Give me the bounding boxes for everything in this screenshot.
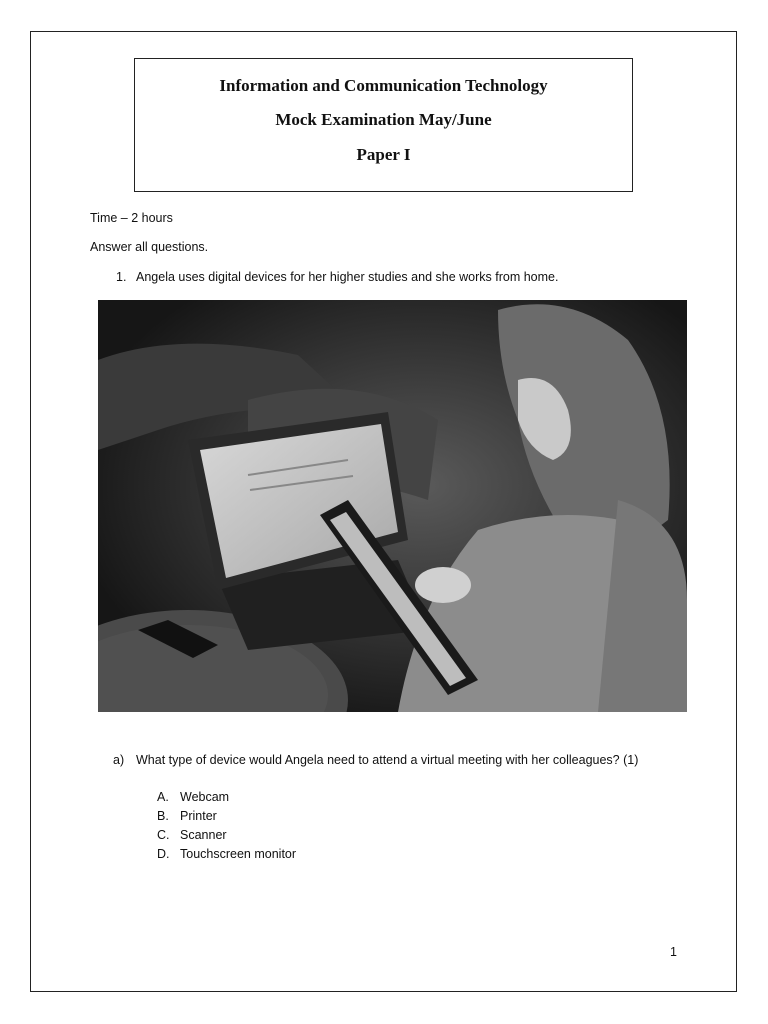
- exam-title-box: [134, 58, 633, 192]
- option-letter: B.: [157, 809, 169, 823]
- exam-duration: Time – 2 hours: [90, 211, 173, 225]
- option-text: Scanner: [180, 828, 227, 842]
- question-number: 1.: [116, 270, 127, 284]
- option-text: Touchscreen monitor: [180, 847, 297, 861]
- option-letter: D.: [157, 847, 170, 861]
- option-c[interactable]: [157, 828, 227, 842]
- option-text: Printer: [180, 809, 217, 823]
- question-photo: [98, 300, 687, 712]
- part-label: a): [113, 753, 125, 767]
- option-letter: C.: [157, 828, 170, 842]
- question-text: Angela uses digital devices for her higher studies and she works from home.: [136, 270, 559, 284]
- option-text: Webcam: [180, 790, 230, 804]
- exam-paper-title: Paper I: [356, 145, 411, 164]
- option-a[interactable]: [157, 790, 229, 804]
- page-number: 1: [670, 945, 677, 959]
- option-d[interactable]: [157, 847, 296, 861]
- exam-subject-title: Information and Communication Technology: [219, 76, 548, 95]
- option-b[interactable]: [157, 809, 217, 823]
- option-letter: A.: [157, 790, 169, 804]
- woman-with-devices-illustration: [98, 300, 687, 712]
- part-question-text: What type of device would Angela need to attend a virtual meeting with her colleagues? (1): [136, 753, 639, 767]
- exam-session-title: Mock Examination May/June: [275, 110, 492, 129]
- exam-instruction: Answer all questions.: [90, 240, 209, 254]
